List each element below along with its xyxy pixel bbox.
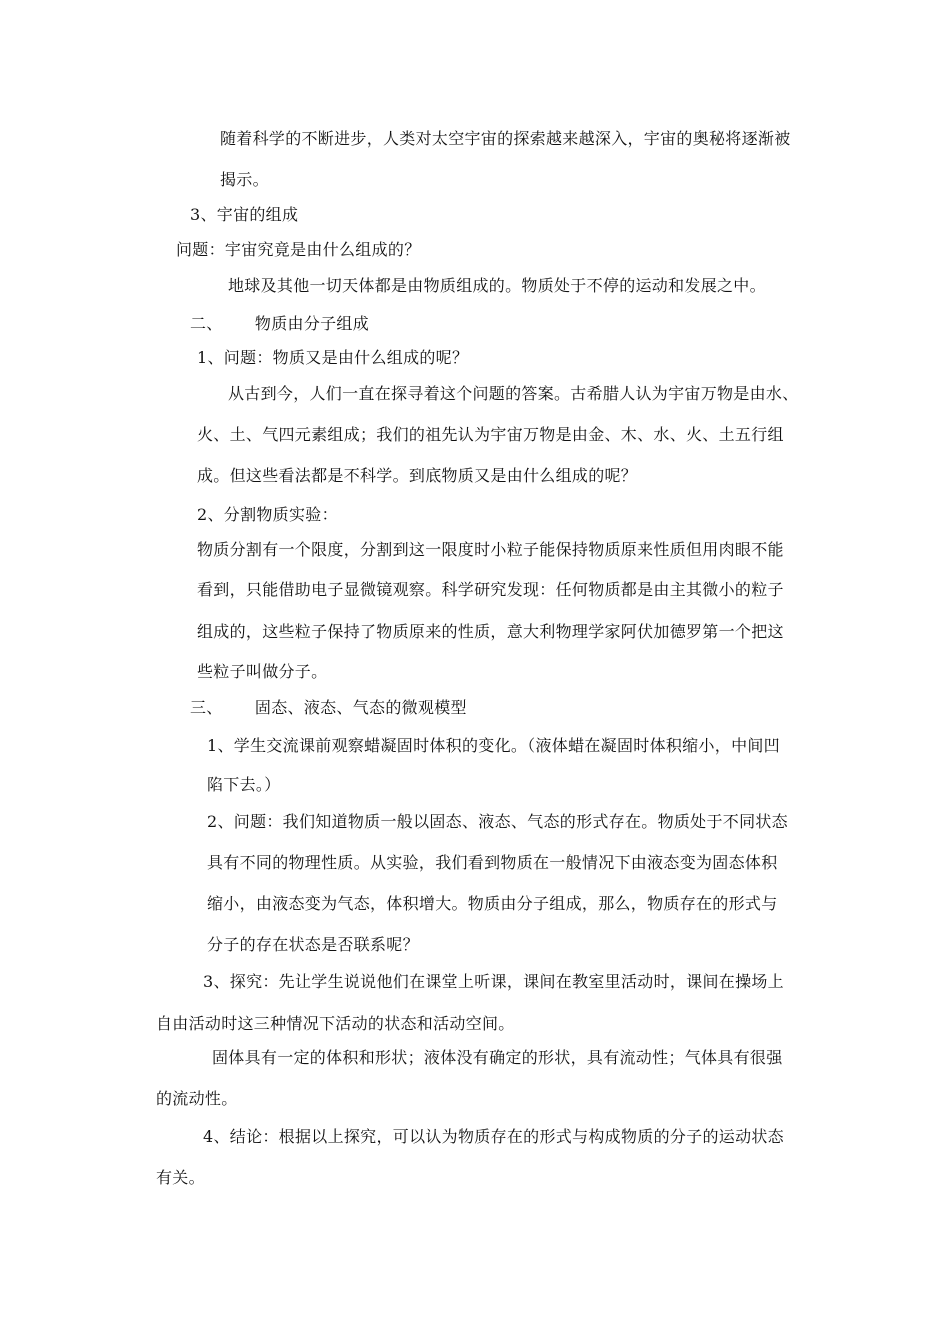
text-line: 自由活动时这三种情况下活动的状态和活动空间。	[156, 1014, 515, 1033]
text-line: 问题：宇宙究竟是由什么组成的？	[176, 240, 421, 259]
text-line: 物质分割有一个限度，分割到这一限度时小粒子能保持物质原来性质但用肉眼不能	[197, 540, 784, 559]
text-line: 的流动性。	[156, 1089, 238, 1108]
section-heading: 三、 固态、液态、气态的微观模型	[190, 698, 467, 717]
text-line: 成。但这些看法都是不科学。到底物质又是由什么组成的呢？	[197, 466, 638, 485]
text-line: 地球及其他一切天体都是由物质组成的。物质处于不停的运动和发展之中。	[228, 276, 766, 295]
text-line: 组成的，这些粒子保持了物质原来的性质，意大利物理学家阿伏加德罗第一个把这	[197, 622, 784, 641]
text-line: 分子的存在状态是否联系呢？	[207, 935, 419, 954]
section-heading: 3、宇宙的组成	[190, 205, 299, 224]
text-line: 2、分割物质实验：	[197, 505, 338, 524]
text-line: 具有不同的物理性质。从实验，我们看到物质在一般情况下由液态变为固态体积	[207, 853, 778, 872]
text-line: 有关。	[156, 1168, 205, 1187]
text-line: 陷下去。）	[207, 775, 281, 794]
text-line: 揭示。	[220, 170, 269, 189]
text-line: 2、问题：我们知道物质一般以固态、液态、气态的形式存在。物质处于不同状态	[207, 812, 788, 831]
text-line: 3、探究：先让学生说说他们在课堂上听课，课间在教室里活动时，课间在操场上	[203, 972, 784, 991]
text-line: 随着科学的不断进步，人类对太空宇宙的探索越来越深入，宇宙的奥秘将逐渐被	[220, 129, 791, 148]
text-line: 缩小，由液态变为气态，体积增大。物质由分子组成，那么，物质存在的形式与	[207, 894, 778, 913]
text-line: 固体具有一定的体积和形状；液体没有确定的形状，具有流动性；气体具有很强	[212, 1048, 783, 1067]
text-line: 4、结论：根据以上探究，可以认为物质存在的形式与构成物质的分子的运动状态	[203, 1127, 784, 1146]
text-line: 火、土、气四元素组成；我们的祖先认为宇宙万物是由金、木、水、火、土五行组	[197, 425, 784, 444]
text-line: 1、学生交流课前观察蜡凝固时体积的变化。（液体蜡在凝固时体积缩小，中间凹	[207, 736, 780, 755]
section-heading: 二、 物质由分子组成	[190, 314, 370, 333]
text-line: 些粒子叫做分子。	[197, 662, 328, 681]
text-line: 看到，只能借助电子显微镜观察。科学研究发现：任何物质都是由主其微小的粒子	[197, 580, 784, 599]
text-line: 1、问题：物质又是由什么组成的呢？	[197, 348, 469, 367]
text-line: 从古到今，人们一直在探寻着这个问题的答案。古希腊人认为宇宙万物是由水、	[228, 384, 799, 403]
